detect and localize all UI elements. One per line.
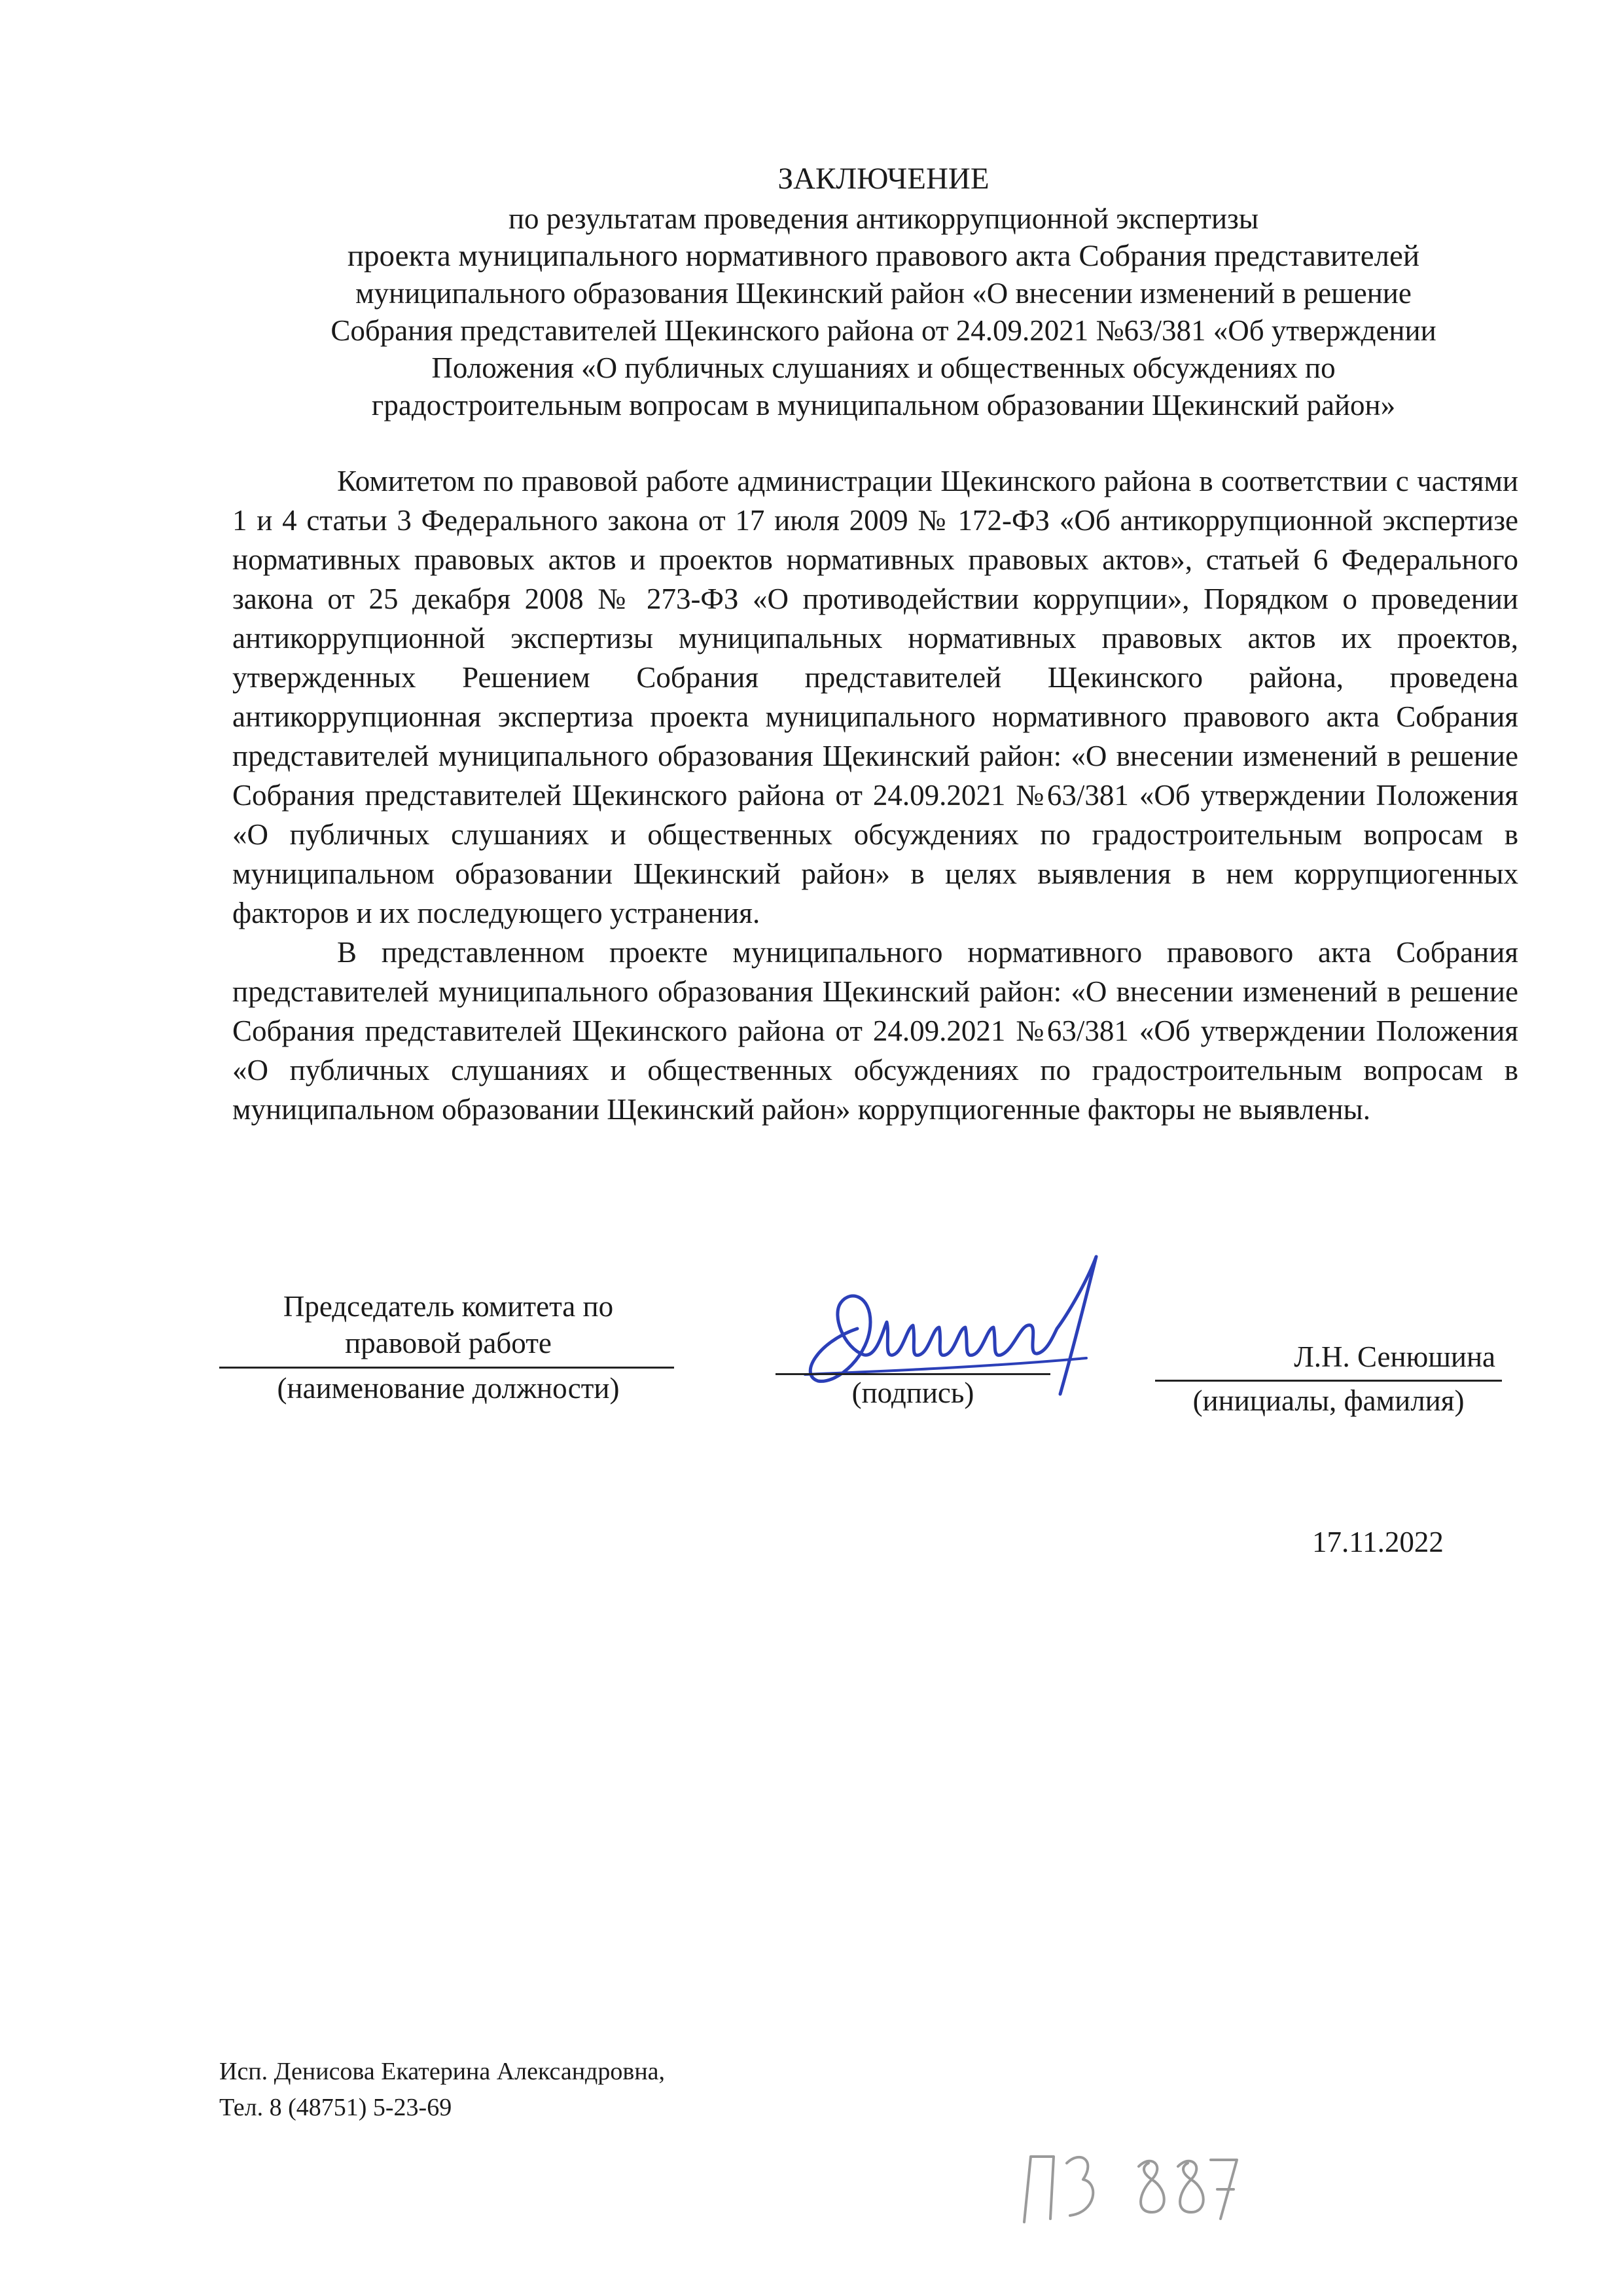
body-paragraph-2: В представленном проекте муниципального нормативного правового акта Собрания представителей муниципального образования Щекинский район: «О внесении изменений в решение Собрания представителей Щекинского района от 24.09.2021 №63/381 «Об утверждении Положения «О публичных слушаниях и общественных обсуждениях по градостроительным вопросам в муниципальном образовании Щекинский район» коррупциогенные факторы не выявлены. [232,936,1518,1126]
document-header [249,160,1518,424]
header-line-1: по результатам проведения антикоррупционной экспертизы [508,202,1259,235]
position-caption: (наименование должности) [277,1372,620,1405]
executor-phone: Тел. 8 (48751) 5-23-69 [219,2094,452,2121]
document-body [232,461,1518,1129]
signature-caption: (подпись) [851,1376,974,1409]
document-date: 17.11.2022 [1312,1526,1444,1558]
handwritten-note [1018,2140,1240,2232]
header-line-2: проекта муниципального нормативного правового акта Собрания представителей [347,239,1420,273]
signer-name: Л.Н. Сенюшина [1294,1340,1495,1373]
document-title: ЗАКЛЮЧЕНИЕ [777,162,990,196]
header-line-6: градостроительным вопросам в муниципальном образовании Щекинский район» [371,389,1396,422]
header-line-3: муниципального образования Щекинский район «О внесении изменений в решение [355,277,1412,310]
position-line-1: Председатель комитета по [283,1290,614,1323]
header-line-4: Собрания представителей Щекинского района от 24.09.2021 №63/381 «Об утверждении [330,314,1436,347]
position-block [219,1288,677,1361]
position-underline [219,1367,674,1369]
executor-block [219,2054,665,2126]
body-paragraph-1: Комитетом по правовой работе администрации Щекинского района в соответствии с частями 1 и 4 статьи 3 Федерального закона от 17 июля 2009 № 172-ФЗ «Об антикоррупционной экспертизе нормативных правовых актов и проектов нормативных правовых актов», статьей 6 Федерального закона от 25 декабря 2008 № 273-ФЗ «О противодействии коррупции», Порядком о проведении антикоррупционной экспертизы муниципальных нормативных правовых актов их проектов, утвержденных Решением Собрания представителей Щекинского района, проведена антикоррупционная экспертиза проекта муниципального нормативного правового акта Собрания представителей муниципального образования Щекинский район: «О внесении изменений в решение Собрания представителей Щекинского района от 24.09.2021 №63/381 «Об утверждении Положения «О публичных слушаниях и общественных обсуждениях по градостроительным вопросам в муниципальном образовании Щекинский район» в целях выявления в нем коррупциогенных факторов и их последующего устранения. [232,465,1518,929]
executor-name: Исп. Денисова Екатерина Александровна, [219,2058,666,2085]
header-line-5: Положения «О публичных слушаниях и общественных обсуждениях по [431,351,1336,384]
name-underline [1155,1380,1502,1382]
position-line-2: правовой работе [345,1327,552,1359]
name-caption: (инициалы, фамилия) [1192,1384,1465,1417]
